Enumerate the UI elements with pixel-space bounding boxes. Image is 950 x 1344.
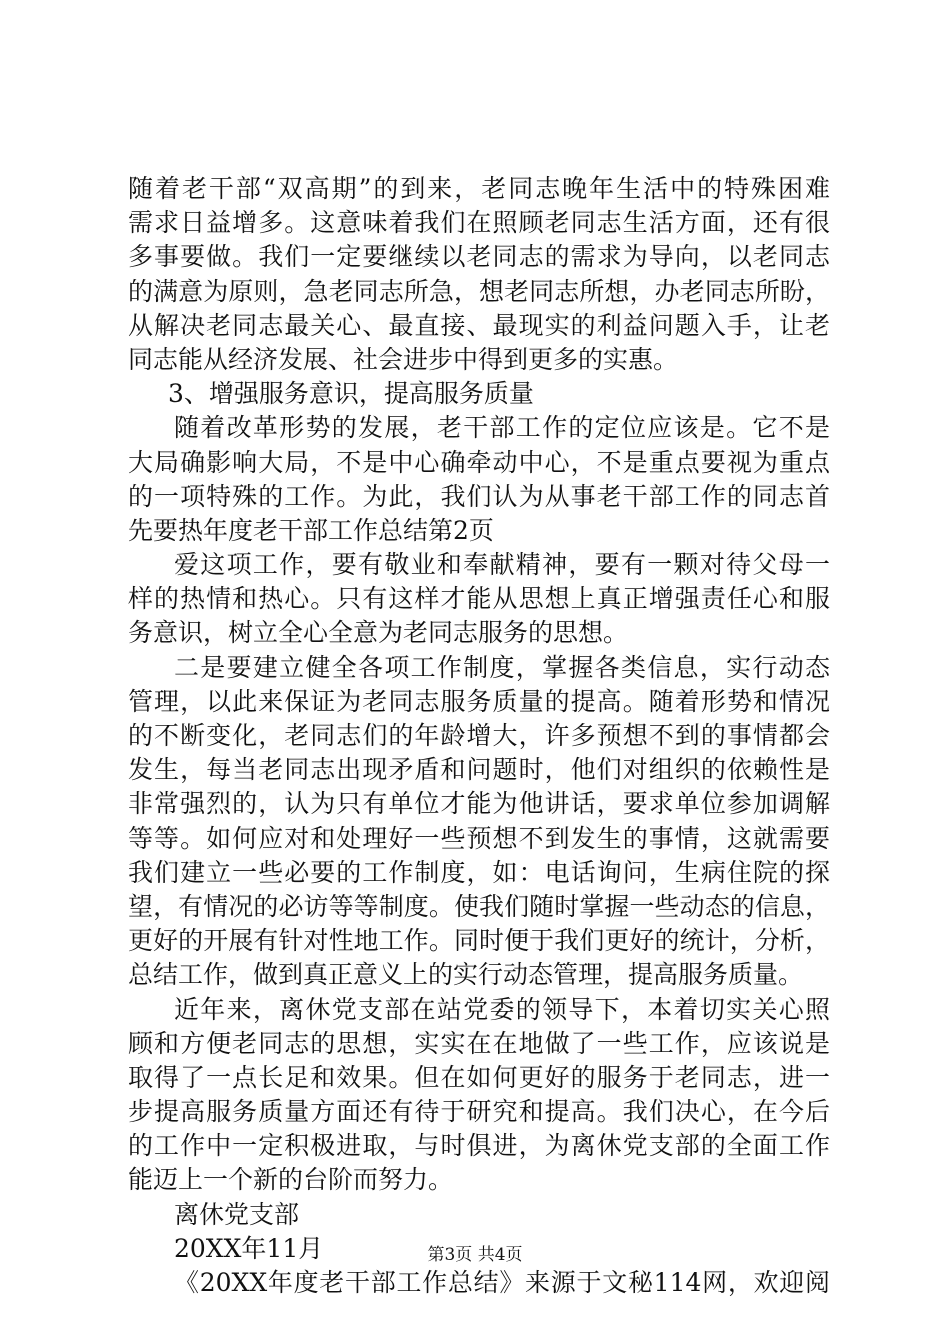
body-line: 望，有情况的必访等等制度。使我们随时掌握一些动态的信息， — [128, 891, 830, 921]
body-line: 随着老干部“双高期”的到来，老同志晚年生活中的特殊困难 — [128, 174, 830, 203]
body-line: 样的热情和热心。只有这样才能从思想上真正增强责任心和服 — [128, 584, 830, 614]
body-line: 等等。如何应对和处理好一些预想不到发生的事情，这就需要 — [128, 823, 830, 853]
body-line: 步提高服务质量方面还有待于研究和提高。我们决心，在今后 — [128, 1097, 830, 1127]
signature-org: 离休党支部 — [174, 1199, 300, 1229]
body-line: 取得了一点长足和效果。但在如何更好的服务于老同志，进一 — [128, 1062, 830, 1092]
body-line: 随着改革形势的发展，老干部工作的定位应该是。它不是 — [174, 413, 830, 443]
page-number-label: 第3页 共4页 — [427, 1245, 523, 1265]
source-note: 《20XX年度老干部工作总结》来源于文秘114网，欢迎阅 — [174, 1268, 830, 1297]
body-line: 先要热年度老干部工作总结第2页 — [128, 515, 494, 545]
section-heading: 3、增强服务意识，提高服务质量 — [168, 379, 534, 409]
body-line: 的工作中一定积极进取，与时俱进，为离休党支部的全面工作 — [128, 1131, 830, 1161]
body-line: 务意识，树立全心全意为老同志服务的思想。 — [128, 618, 629, 648]
body-line: 同志能从经济发展、社会进步中得到更多的实惠。 — [128, 344, 679, 374]
body-line: 管理，以此来保证为老同志服务质量的提高。随着形势和情况 — [128, 686, 830, 716]
body-line: 我们建立一些必要的工作制度，如：电话询问，生病住院的探 — [128, 857, 830, 887]
body-line: 更好的开展有针对性地工作。同时便于我们更好的统计，分析， — [128, 926, 830, 956]
body-line: 非常强烈的，认为只有单位才能为他讲话，要求单位参加调解 — [128, 789, 830, 819]
body-line: 大局确影响大局，不是中心确牵动中心，不是重点要视为重点 — [128, 447, 830, 477]
body-line: 爱这项工作，要有敬业和奉献精神，要有一颗对待父母一 — [174, 550, 830, 580]
body-line: 能迈上一个新的台阶而努力。 — [128, 1165, 454, 1195]
signature-date: 20XX年11月 — [174, 1233, 324, 1263]
body-line: 的不断变化，老同志们的年龄增大，许多预想不到的事情都会 — [128, 721, 830, 750]
body-line: 总结工作，做到真正意义上的实行动态管理，提高服务质量。 — [128, 960, 804, 990]
body-line: 多事要做。我们一定要继续以老同志的需求为导向，以老同志 — [128, 242, 830, 272]
body-line: 顾和方便老同志的思想，实实在在地做了一些工作，应该说是 — [128, 1028, 830, 1058]
document-body — [128, 172, 830, 1300]
body-line: 的一项特殊的工作。为此，我们认为从事老干部工作的同志首 — [128, 481, 830, 511]
body-line: 发生，每当老同志出现矛盾和问题时，他们对组织的依赖性是 — [128, 755, 830, 785]
page-footer — [0, 1244, 950, 1266]
body-line: 需求日益增多。这意味着我们在照顾老同志生活方面，还有很 — [128, 208, 830, 238]
body-line: 的满意为原则，急老同志所急，想老同志所想，办老同志所盼， — [128, 276, 830, 306]
body-line: 二是要建立健全各项工作制度，掌握各类信息，实行动态 — [174, 652, 830, 682]
body-line: 近年来，离休党支部在站党委的领导下，本着切实关心照 — [174, 994, 830, 1024]
body-line: 从解决老同志最关心、最直接、最现实的利益问题入手，让老 — [128, 310, 830, 340]
